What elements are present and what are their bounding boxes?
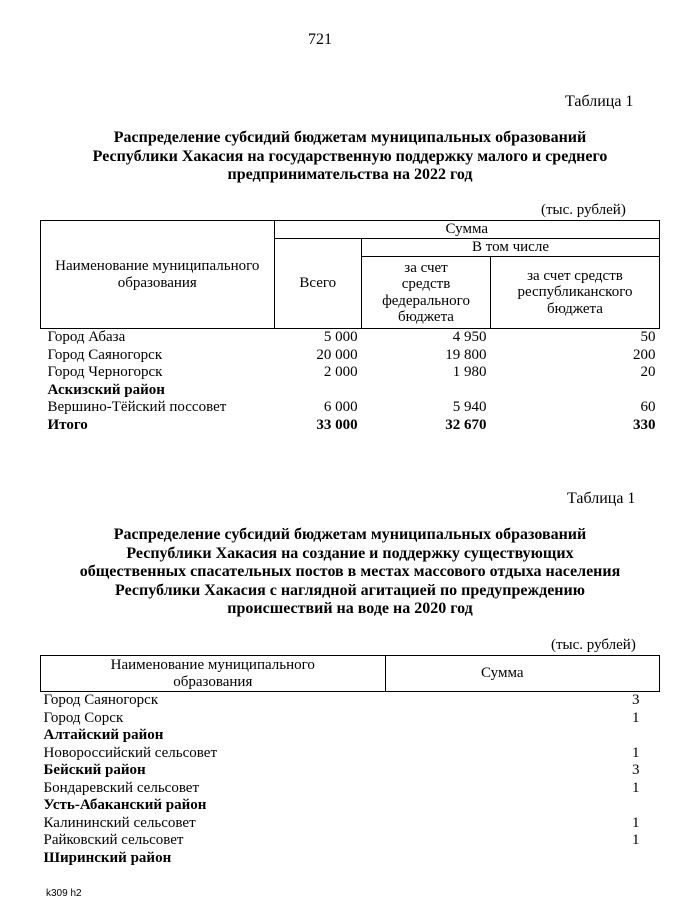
- table2-header-name: Наименование муниципального образования: [41, 656, 386, 692]
- row-republic: [490, 382, 659, 400]
- table1-title-line: предпринимательства на 2022 год: [227, 166, 473, 183]
- table-row: [41, 347, 660, 365]
- row-name: Город Сорск: [43, 709, 124, 726]
- table1-header-republic: за счет средств республиканского бюджета: [490, 257, 659, 329]
- table-row: [41, 780, 660, 798]
- table2-label: Таблица 1: [567, 490, 636, 507]
- row-republic: 60: [640, 399, 656, 415]
- table-row: [41, 382, 660, 400]
- row-total: [274, 382, 362, 400]
- row-sum: 3: [632, 762, 640, 778]
- table1-header-sum: Сумма: [274, 221, 659, 239]
- table-row: [41, 692, 660, 710]
- table2-title-line: общественных спасательных постов в местах массового отдыха населения: [79, 563, 621, 580]
- row-name: Город Абаза: [47, 329, 126, 345]
- row-sum: 3: [632, 692, 640, 708]
- row-name: Усть-Абаканский район: [43, 797, 207, 813]
- row-name: Ширинский район: [43, 849, 172, 866]
- table2-title-line: Республики Хакасия с наглядной агитацией по предупреждению: [115, 581, 585, 599]
- row-federal: 19 800: [445, 346, 487, 363]
- row-name: Аскизский район: [47, 381, 165, 398]
- table1-header-total: Всего: [274, 239, 362, 329]
- table-row: [41, 832, 660, 850]
- table1-header-federal: за счет средств федерального бюджета: [362, 257, 491, 329]
- table2: [40, 655, 660, 867]
- row-federal: 1 980: [452, 364, 487, 380]
- row-sum: [385, 797, 659, 815]
- table-row: [41, 399, 660, 417]
- table1-header: [41, 221, 660, 329]
- table1-title-line: Распределение субсидий бюджетам муниципальных образований: [113, 129, 587, 146]
- footer-code: k309 h2: [46, 888, 82, 899]
- table-row: [41, 850, 660, 868]
- row-federal: 5 940: [452, 399, 487, 415]
- row-sum: [385, 850, 659, 868]
- row-total: 33 000: [316, 416, 358, 433]
- row-sum: 1: [632, 832, 640, 848]
- table-row: [41, 329, 660, 347]
- row-federal: [362, 382, 491, 400]
- row-total: 5 000: [323, 329, 358, 345]
- table1-body: [41, 329, 660, 435]
- table2-title: [0, 526, 700, 619]
- row-sum: 1: [632, 779, 640, 796]
- row-name: Райковский сельсовет: [43, 832, 184, 848]
- row-name: Бейский район: [43, 762, 146, 778]
- row-total: 20 000: [316, 346, 358, 363]
- row-name: Город Саяногорск: [43, 692, 159, 708]
- row-name: Вершино-Тёйский поссовет: [47, 399, 227, 415]
- row-sum: 1: [632, 709, 640, 726]
- row-republic: 330: [633, 416, 656, 433]
- table2-title-line: происшествий на воде на 2020 год: [227, 600, 473, 617]
- table1-unit: (тыс. рублей): [541, 202, 626, 218]
- row-name: Город Черногорск: [47, 364, 163, 380]
- table-row: [41, 815, 660, 833]
- row-total: 6 000: [323, 399, 358, 415]
- row-name: Алтайский район: [43, 727, 164, 743]
- table-row: [41, 797, 660, 815]
- table2-body: [41, 692, 660, 868]
- page-number: 721: [308, 31, 332, 48]
- row-name: Новороссийский сельсовет: [43, 744, 217, 761]
- table-row: [41, 745, 660, 763]
- table1: [40, 220, 660, 434]
- table2-unit: (тыс. рублей): [551, 637, 636, 653]
- row-federal: 4 950: [452, 329, 487, 345]
- row-sum: [385, 727, 659, 745]
- table-row: [41, 762, 660, 780]
- table2-header: [41, 656, 660, 692]
- row-republic: 50: [640, 329, 656, 345]
- table2-title-line: Распределение субсидий бюджетам муниципальных образований: [113, 526, 587, 543]
- table-row-total: [41, 417, 660, 435]
- table2-header-sum: Сумма: [385, 656, 659, 692]
- row-name: Город Саяногорск: [47, 346, 163, 363]
- row-federal: 32 670: [445, 416, 487, 433]
- table1-header-including: В том числе: [362, 239, 660, 257]
- table1-label: Таблица 1: [565, 93, 634, 110]
- table-row: [41, 710, 660, 728]
- row-republic: 200: [633, 346, 656, 363]
- table-row: [41, 727, 660, 745]
- row-name: Бондаревский сельсовет: [43, 779, 200, 796]
- row-name: Итого: [47, 416, 88, 433]
- row-sum: 1: [632, 744, 640, 761]
- row-sum: 1: [632, 814, 640, 831]
- table1-title-line: Республики Хакасия на государственную поддержку малого и среднего: [92, 147, 608, 165]
- row-total: 2 000: [323, 364, 358, 380]
- row-name: Калининский сельсовет: [43, 814, 196, 831]
- table2-title-line: Республики Хакасия на создание и поддержку существующих: [126, 544, 574, 562]
- table1-title: [0, 129, 700, 185]
- row-republic: 20: [640, 364, 656, 380]
- table-row: [41, 364, 660, 382]
- table1-header-name: Наименование муниципального образования: [41, 221, 275, 329]
